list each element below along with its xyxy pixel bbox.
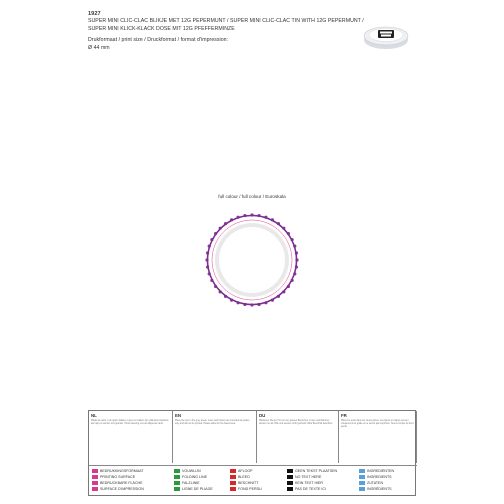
- legend-folding-line: VOUWLIJN FOLDING LINE FALZLINIE LIGNE DE PLIAGE: [174, 468, 213, 492]
- column-du: DU Platzieren Sie den Text in den grauen Bereichen. Linien und Rahmen dienen nur als Hilfe und werden nicht gedruckt. Bitte Beschnitt beachten.: [257, 411, 339, 463]
- print-size-value: Ø 44 mm: [88, 44, 110, 51]
- swatch-icon: [287, 475, 293, 479]
- swatch-icon: [287, 481, 293, 485]
- swatch-icon: [230, 475, 236, 479]
- legend-bleed: AFLOOP BLEED BESCHNITT FOND PERDU: [230, 468, 262, 492]
- swatch-icon: [174, 475, 180, 479]
- swatch-icon: [174, 469, 180, 473]
- instruction-panel: [88, 410, 416, 496]
- column-en: EN Place the text in the grey areas. Lines and frames are intended as guides only and will not be printed. Please allow for the bleed area.: [173, 411, 257, 463]
- swatch-icon: [92, 469, 98, 473]
- swatch-icon: [359, 487, 365, 491]
- swatch-icon: [174, 481, 180, 485]
- column-nl: NL Plaats de tekst in de grijze vlakken. Lijnen en kaders zijn uitsluitend bedoeld als hulp en worden niet gedrukt. Houd rekening met de aflopende rand.: [89, 411, 173, 463]
- column-fr: FR Placez le texte dans les zones grises. Les lignes et cadres servent uniquement de guide et ne seront pas imprimés. Tenez compte du fond perdu.: [339, 411, 417, 463]
- swatch-icon: [92, 475, 98, 479]
- swatch-icon: [287, 469, 293, 473]
- print-colour-label: full colour / full colour / Euroskala: [218, 194, 286, 199]
- lid-print-area: [204, 212, 300, 308]
- swatch-icon: [230, 487, 236, 491]
- legend-printing-surface: BEDRUKKINGSFORMAAT PRINTING SURFACE BEDRUCKBARE FLÄCHE SURFACE D'IMPRESSION: [92, 468, 144, 492]
- swatch-icon: [359, 469, 365, 473]
- swatch-icon: [287, 487, 293, 491]
- colour-legend: [89, 465, 417, 498]
- print-size-label: Drukformaat / print size / Druckformat / format d'impression:: [88, 37, 229, 44]
- legend-no-text: GEEN TEKST PLAATSEN NO TEXT HERE KEIN TEXT HIER PAS DE TEXTE ICI: [287, 468, 337, 492]
- swatch-icon: [359, 475, 365, 479]
- swatch-icon: [92, 481, 98, 485]
- product-title-line-2: SUPER MINI KLICK-KLACK DOSE MIT 12G PFEFFERMINZE: [88, 25, 235, 32]
- legend-ingredients: INGREDIËNTEN INGREDIENTS ZUTATEN INGRÉDIENTS: [359, 468, 394, 492]
- swatch-icon: [230, 481, 236, 485]
- product-code: 1927: [88, 11, 101, 17]
- product-title-line-1: SUPER MINI CLIC-CLAC BLIKJE MET 12G PEPERMUNT / SUPER MINI CLIC-CLAC TIN WITH 12G PEPERMUNT /: [88, 18, 364, 25]
- swatch-icon: [359, 481, 365, 485]
- tin-product-image: [360, 18, 410, 52]
- swatch-icon: [174, 487, 180, 491]
- swatch-icon: [92, 487, 98, 491]
- swatch-icon: [230, 469, 236, 473]
